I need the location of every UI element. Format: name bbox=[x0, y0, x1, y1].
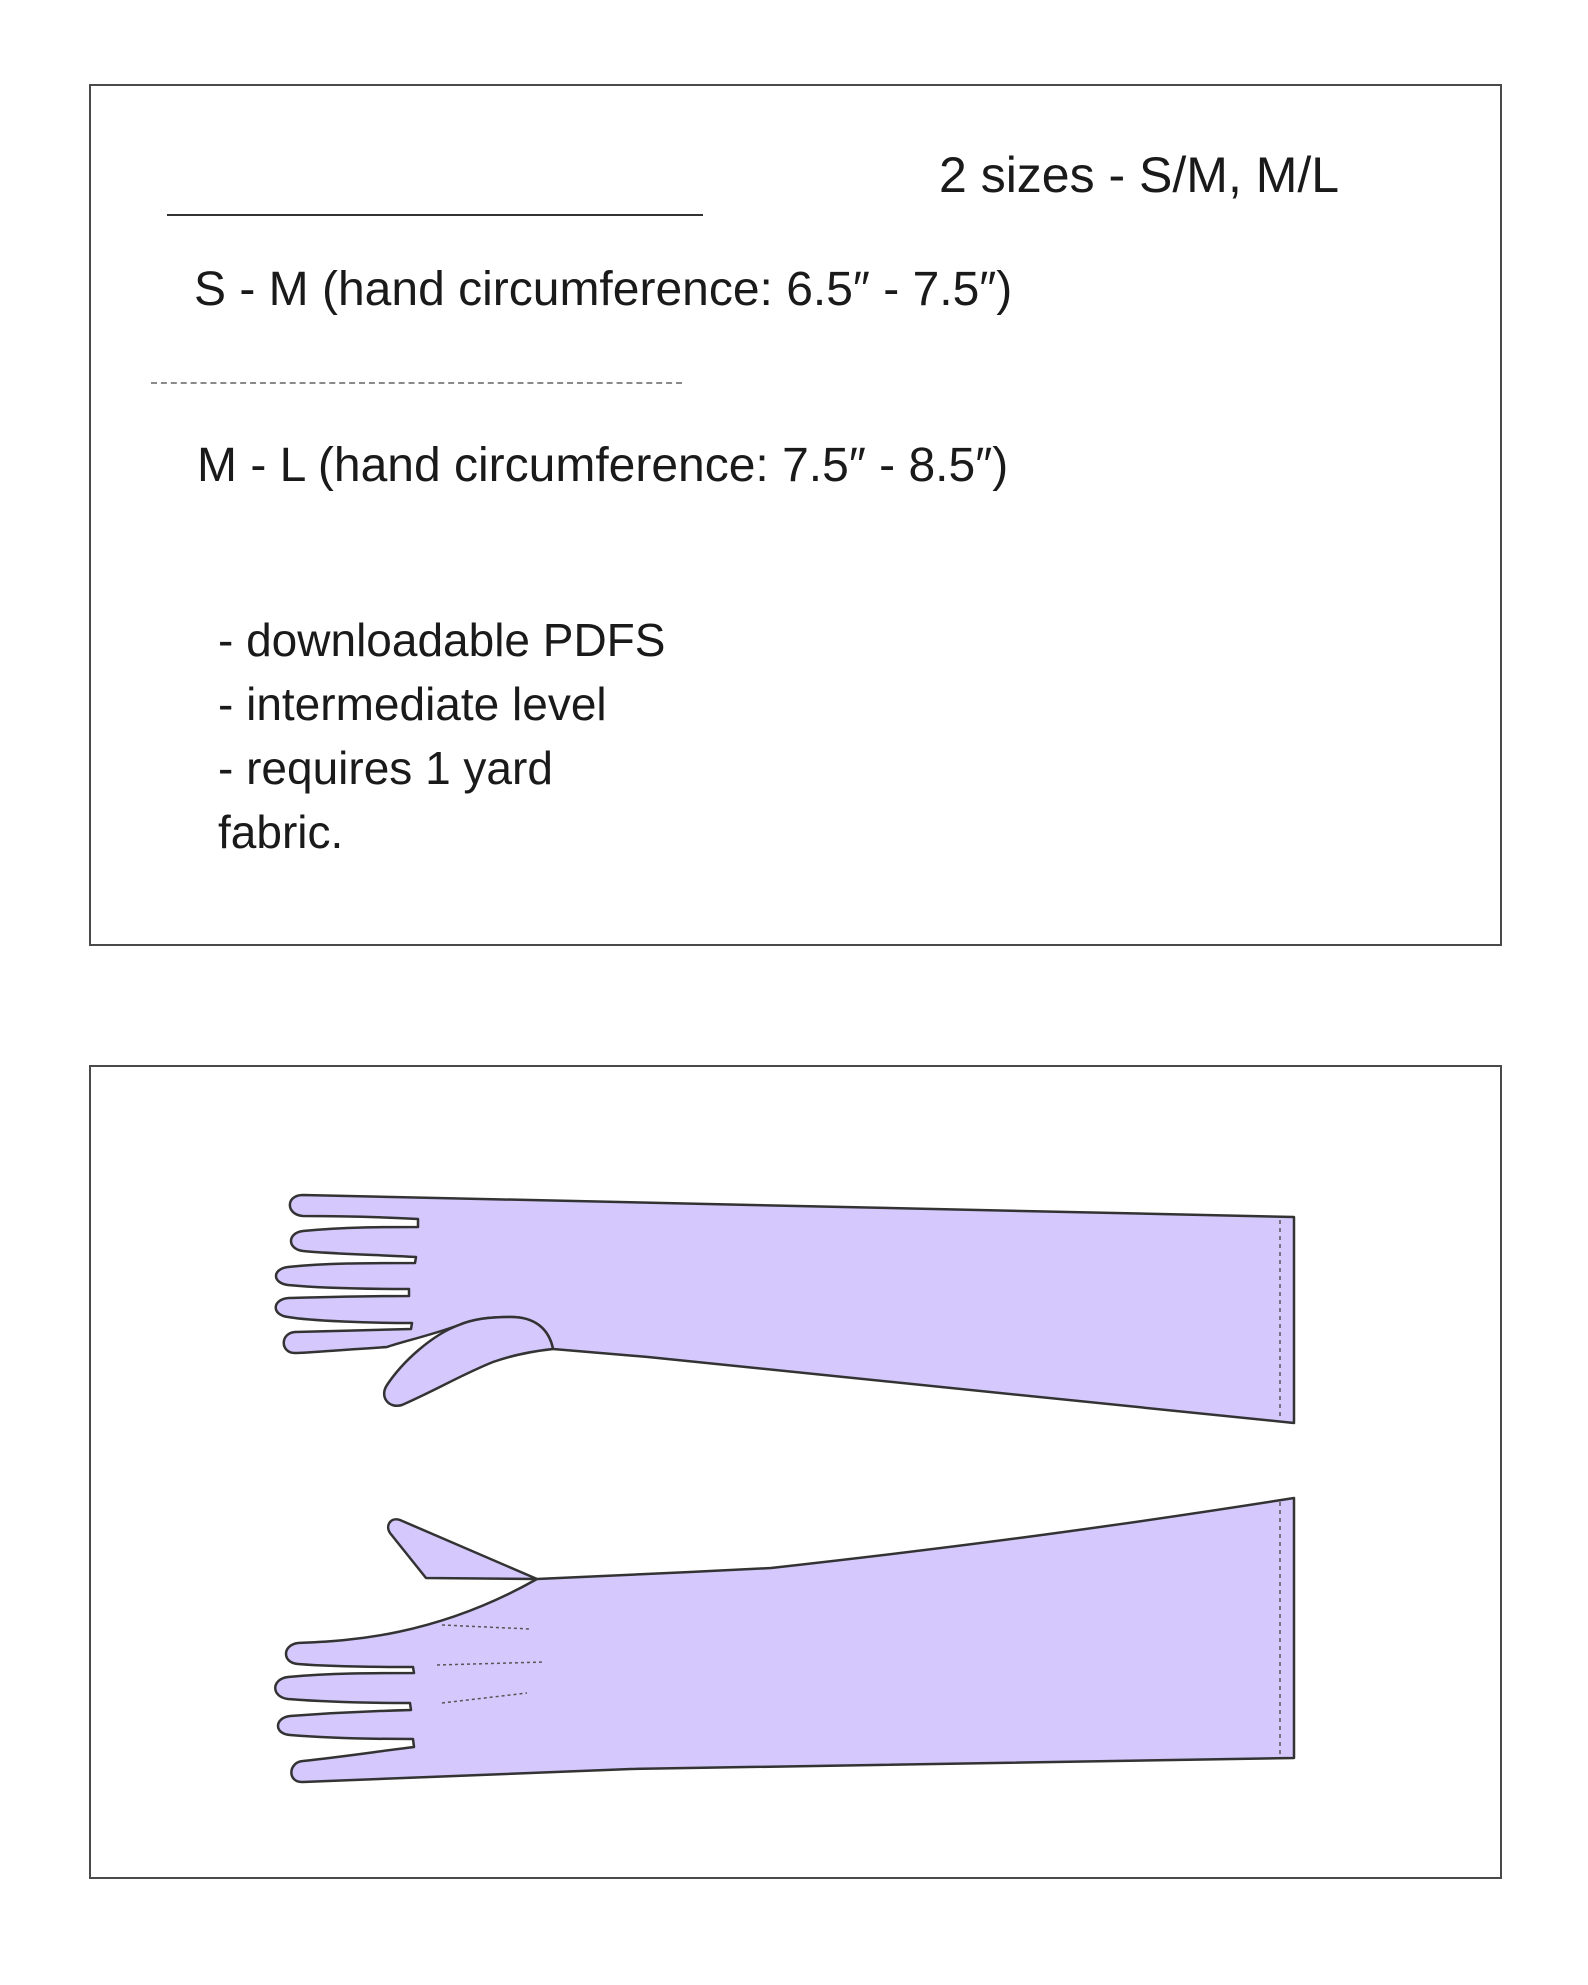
size-line-solid bbox=[167, 214, 703, 216]
gloves-illustration bbox=[91, 1067, 1500, 1877]
feature-item: fabric. bbox=[218, 806, 344, 858]
size-row-s-m: S - M (hand circumference: 6.5″ - 7.5″) bbox=[194, 263, 1013, 316]
feature-list bbox=[218, 608, 665, 864]
sizes-header: 2 sizes - S/M, M/L bbox=[939, 147, 1340, 203]
feature-item: - requires 1 yard bbox=[218, 742, 553, 794]
pattern-info-panel bbox=[89, 84, 1502, 946]
gloves-illustration-panel bbox=[89, 1065, 1502, 1879]
glove-back-view bbox=[276, 1195, 1294, 1423]
glove-palm-view bbox=[275, 1498, 1294, 1782]
feature-item: - intermediate level bbox=[218, 678, 607, 730]
size-row-m-l: M - L (hand circumference: 7.5″ - 8.5″) bbox=[197, 439, 1009, 492]
feature-item: - downloadable PDFS bbox=[218, 614, 666, 666]
glove-palm-thumb bbox=[388, 1519, 537, 1579]
size-line-dashed bbox=[151, 382, 682, 384]
